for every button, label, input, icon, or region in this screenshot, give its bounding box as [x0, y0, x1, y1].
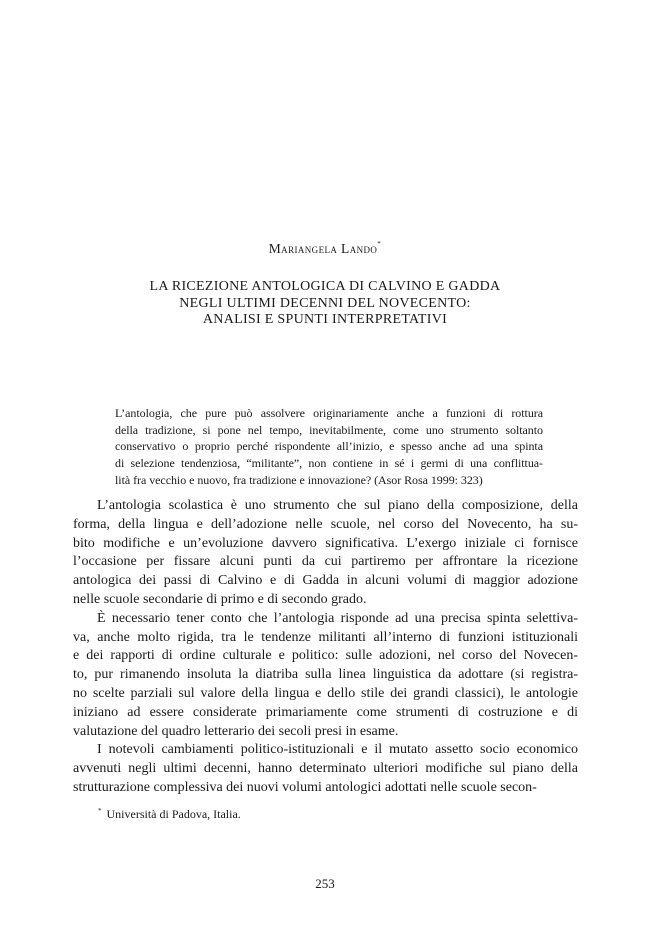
epigraph-line: di selezione tendenziosa, “militante”, non contiene in sé i germi di una conflittua- [115, 456, 543, 471]
body-line: va, anche molto rigida, tra le tendenze militanti all’interno di funzioni istituzionali [73, 629, 578, 645]
body-line: to, pur rimanendo insoluta la diatriba sulla linea linguistica da adottare (si registra- [73, 667, 578, 683]
title-line: NEGLI ULTIMI DECENNI DEL NOVECENTO: [179, 295, 471, 311]
footnote [98, 807, 241, 822]
title-line: ANALISI E SPUNTI INTERPRETATIVI [202, 312, 448, 327]
page-number: 253 [315, 876, 335, 891]
body-line: bito modifiche e un’evoluzione davvero significativa. L’exergo iniziale ci fornisce [73, 535, 578, 551]
epigraph-line: della tradizione, si pone nel tempo, inevitabilmente, come uno strumento soltanto [115, 422, 543, 437]
body-line: avvenuti negli ultimi decenni, hanno determinato ulteriori modifiche sul piano della [73, 761, 578, 777]
epigraph-line: L’antologia, che pure può assolvere originariamente anche a funzioni di rottura [115, 406, 543, 420]
body-line: È necessario tener conto che l’antologia risponde ad una precisa spinta selettiva- [97, 610, 578, 626]
title-line: LA RICEZIONE ANTOLOGICA DI CALVINO E GADDA [149, 279, 501, 294]
epigraph [115, 405, 543, 489]
body-text [73, 497, 578, 798]
body-line: iniziano ad essere considerate primariamente come strumenti di costruzione e di [73, 704, 578, 720]
body-line: e dei rapporti di ordine culturale e politico: sulle adozioni, nel corso del Novecen- [73, 648, 578, 664]
author-footnote-marker: * [377, 240, 382, 248]
epigraph-line: lità fra vecchio e nuovo, fra tradizione e innovazione? (Asor Rosa 1999: 323) [115, 472, 483, 487]
body-line: no scelte parziali sul valore della lingua e dello stile dei grandi classici), le antologie [73, 685, 578, 701]
body-line: I notevoli cambiamenti politico-istituzionali e il mutato assetto socio economico [97, 742, 578, 758]
footnote-marker: * [98, 807, 102, 815]
body-line: L’antologia scolastica è uno strumento che sul piano della composizione, della [97, 498, 578, 513]
footnote-text: Università di Padova, Italia. [106, 807, 241, 821]
article-title [0, 279, 650, 329]
body-line: forma, della lingua e dell’adozione nelle scuole, nel corso del Novecento, ha su- [73, 516, 578, 532]
author-name: Mariangela Lando* [268, 240, 382, 256]
body-line: l’occasione per fissare alcuni punti da cui partiremo per affrontare la ricezione [73, 554, 578, 570]
body-line: antologica dei passi di Calvino e di Gadda in alcuni volumi di maggior adozione [73, 573, 578, 589]
epigraph-line: conservativo o proprio perché rispondente all’inizio, e spesso anche ad una spinta [115, 439, 543, 454]
body-line: strutturazione complessiva dei nuovi volumi antologici adottati nelle scuole secon- [73, 779, 537, 795]
body-line: nelle scuole secondarie di primo e di secondo grado. [73, 591, 367, 607]
body-line: valutazione del quadro letterario dei secoli presi in esame. [73, 723, 399, 739]
